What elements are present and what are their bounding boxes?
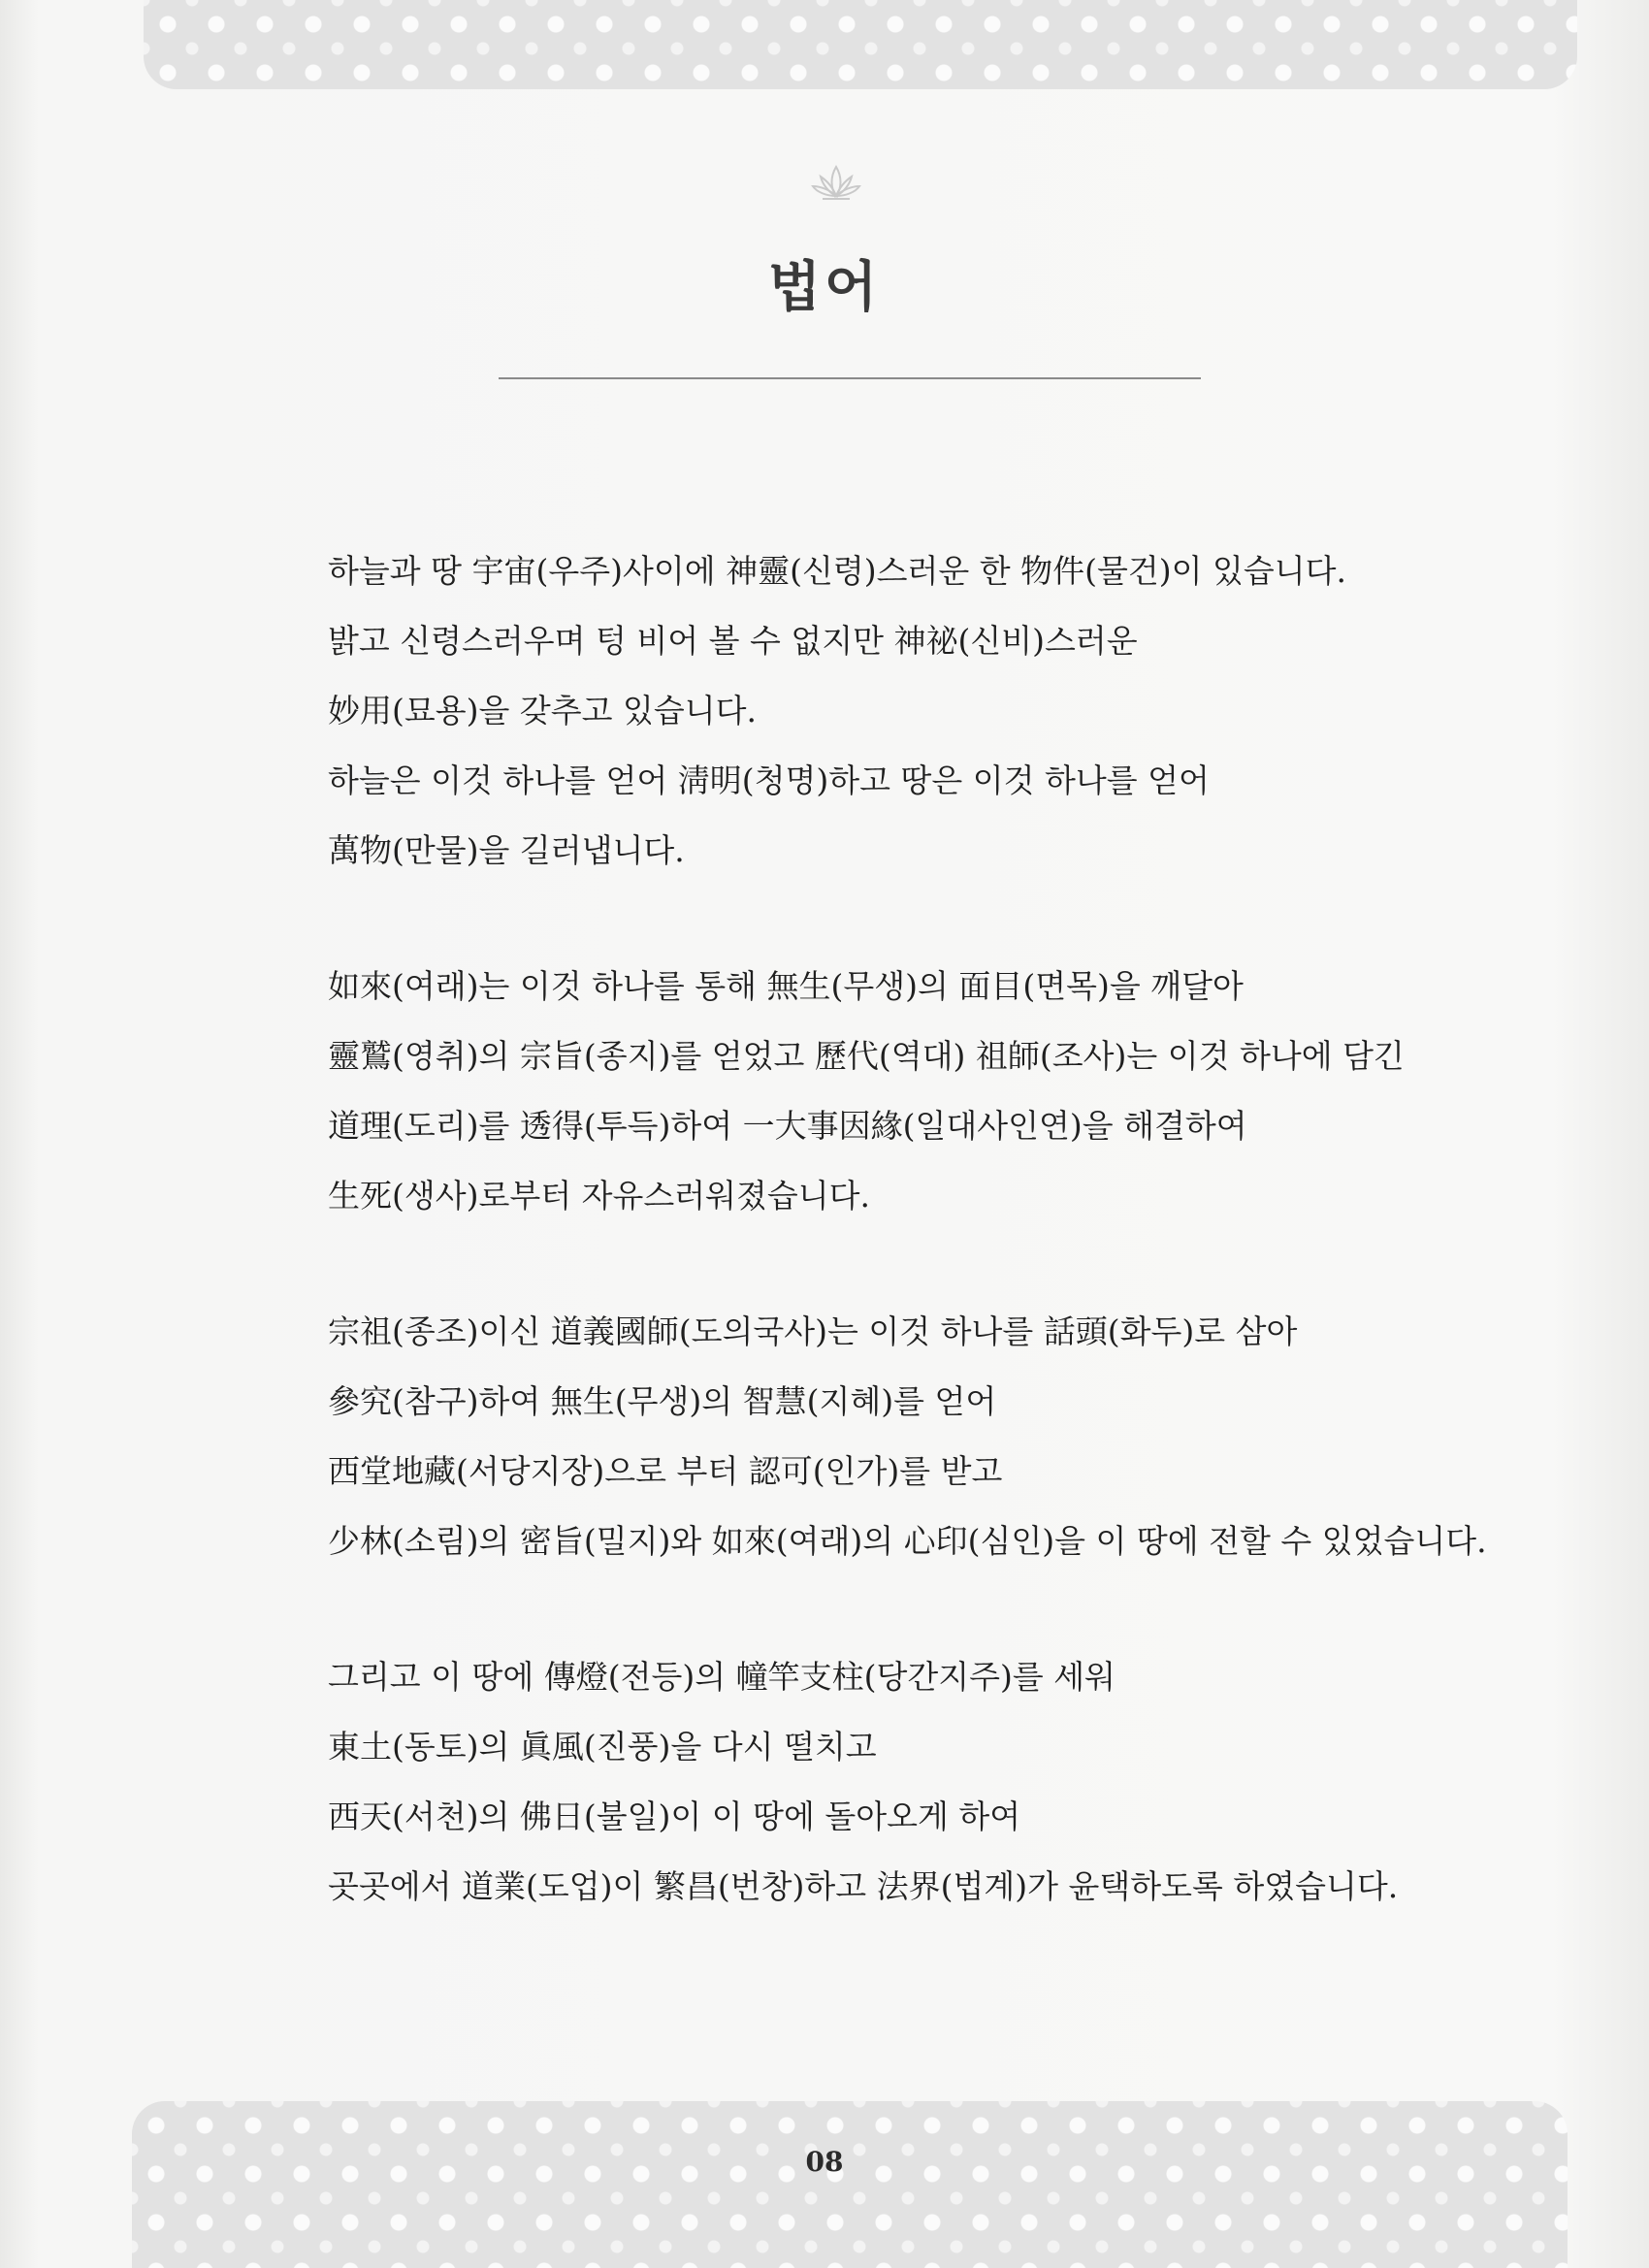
- text-line: 靈鷲(영취)의 宗旨(종지)를 얻었고 歷代(역대) 祖師(조사)는 이것 하나에 담긴: [328, 1037, 1405, 1075]
- bottom-decorative-banner: [132, 2101, 1568, 2268]
- page-number: 08: [805, 2146, 844, 2178]
- text-line: 參究(참구)하여 無生(무생)의 智慧(지혜)를 얻어: [328, 1382, 997, 1420]
- text-line: 如來(여래)는 이것 하나를 통해 無生(무생)의 面目(면목)을 깨달아: [328, 967, 1244, 1005]
- title-divider: [499, 377, 1201, 379]
- text-line: 妙用(묘용)을 갖추고 있습니다.: [328, 692, 757, 729]
- page-title: 법어: [767, 256, 882, 319]
- paragraph-3: [328, 1297, 1492, 1576]
- dharma-text: [328, 536, 1492, 1988]
- text-line: 西堂地藏(서당지장)으로 부터 認可(인가)를 받고: [328, 1452, 1003, 1490]
- text-line: 宗祖(종조)이신 道義國師(도의국사)는 이것 하나를 話頭(화두)로 삼아: [328, 1312, 1298, 1350]
- paragraph-4: [328, 1642, 1492, 1922]
- top-decorative-banner: [144, 0, 1577, 89]
- text-line: 萬物(만물)을 길러냅니다.: [328, 831, 685, 869]
- text-line: 道理(도리)를 透得(투득)하여 一大事因緣(일대사인연)을 해결하여: [328, 1107, 1247, 1145]
- text-line: 하늘은 이것 하나를 얻어 淸明(청명)하고 땅은 이것 하나를 얻어: [328, 761, 1210, 799]
- text-line: 하늘과 땅 宇宙(우주)사이에 神靈(신령)스러운 한 物件(물건)이 있습니다.: [328, 552, 1346, 590]
- text-line: 곳곳에서 道業(도업)이 繁昌(번창)하고 法界(법계)가 윤택하도록 하였습니다.: [328, 1867, 1399, 1905]
- paragraph-1: [328, 536, 1492, 886]
- paragraph-2: [328, 952, 1492, 1231]
- text-line: 밝고 신령스러우며 텅 비어 볼 수 없지만 神祕(신비)스러운: [328, 622, 1138, 660]
- text-line: 그리고 이 땅에 傳燈(전등)의 幢竿支柱(당간지주)를 세워: [328, 1658, 1116, 1696]
- text-line: 少林(소림)의 密旨(밀지)와 如來(여래)의 心印(심인)을 이 땅에 전할 수 있었습니다.: [328, 1522, 1487, 1560]
- text-line: 東土(동토)의 眞風(진풍)을 다시 떨치고: [328, 1728, 877, 1766]
- text-line: 西天(서천)의 佛日(불일)이 이 땅에 돌아오게 하여: [328, 1798, 1021, 1835]
- lotus-icon: [811, 163, 861, 202]
- text-line: 生死(생사)로부터 자유스러워졌습니다.: [328, 1177, 871, 1215]
